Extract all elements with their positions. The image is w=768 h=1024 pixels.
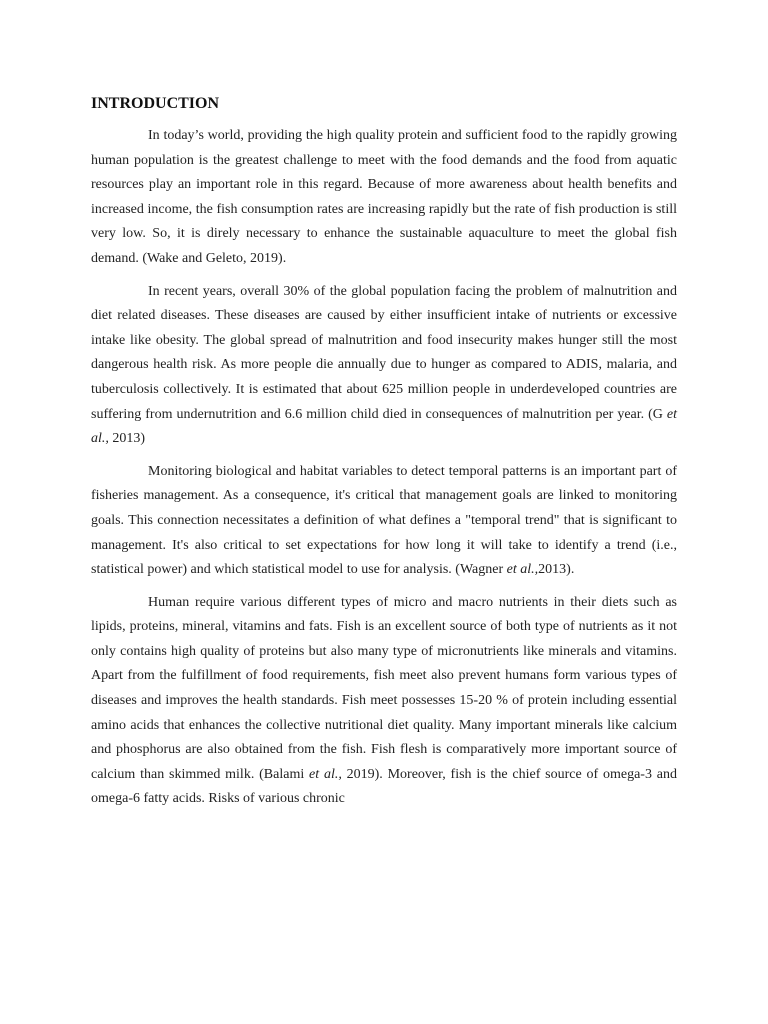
paragraph-text-end: 2013) [108, 431, 146, 447]
paragraph-italic: et al., [309, 766, 342, 782]
paragraph-text: Human require various different types of micro and macro nutrients in their diets such as lipids, proteins, mineral, vitamins and fats. Fish is an excellent source of both type of nutrients as it not only contains high quality of proteins but also many type of micronutrients like minerals and vitamins. Apart from the fulfillment of food requirements, fish meet also prevent humans form various types of diseases and improves the health standards. Fish meet possesses 15-20 % of protein including essential amino acids that enhances the collective nutritional diet quality. Many important minerals like calcium and phosphorus are also obtained from the fish. Fish flesh is comparatively more important source of calcium than skimmed milk. (Balami [91, 594, 677, 782]
paragraph-text: In today’s world, providing the high quality protein and sufficient food to the rapidly growing human population is the greatest challenge to meet with the food demands and the food from aquatic resources play an important role in this regard. Because of more awareness about health benefits and increased income, the fish consumption rates are increasing rapidly but the rate of fish production is still very low. So, it is direly necessary to enhance the sustainable aquaculture to meet the global fish demand. (Wake and Geleto, 2019). [91, 128, 677, 266]
paragraph-3 [91, 460, 677, 583]
paragraph-italic: et al., [91, 406, 677, 447]
paragraph-1 [91, 124, 677, 272]
paragraph-text-end: 2019). Moreover, fish is the chief source of omega-3 and omega-6 fatty acids. Risks of various chronic [91, 766, 677, 807]
paragraph-2 [91, 280, 677, 452]
section-heading: INTRODUCTION [91, 95, 220, 112]
paragraph-italic: et al., [506, 562, 539, 578]
paragraph-text-end: 2013). [538, 562, 575, 578]
paragraph-4 [91, 591, 677, 812]
paragraph-text: Monitoring biological and habitat variables to detect temporal patterns is an important part of fisheries management. As a consequence, it's critical that management goals are linked to monitoring goals. This connection necessitates a definition of what defines a "temporal trend" that is significant to management. It's also critical to set expectations for how long it will take to identify a trend (i.e., statistical power) and which statistical model to use for analysis. (Wagner [91, 463, 677, 578]
paragraph-text: In recent years, overall 30% of the global population facing the problem of malnutrition and diet related diseases. These diseases are caused by either insufficient intake of nutrients or excessive intake like obesity. The global spread of malnutrition and food insecurity makes hunger still the most dangerous health risk. As more people die annually due to hunger as compared to ADIS, malaria, and tuberculosis collectively. It is estimated that about 625 million people in underdeveloped countries are suffering from undernutrition and 6.6 million child died in consequences of malnutrition per year. (G [91, 283, 677, 422]
